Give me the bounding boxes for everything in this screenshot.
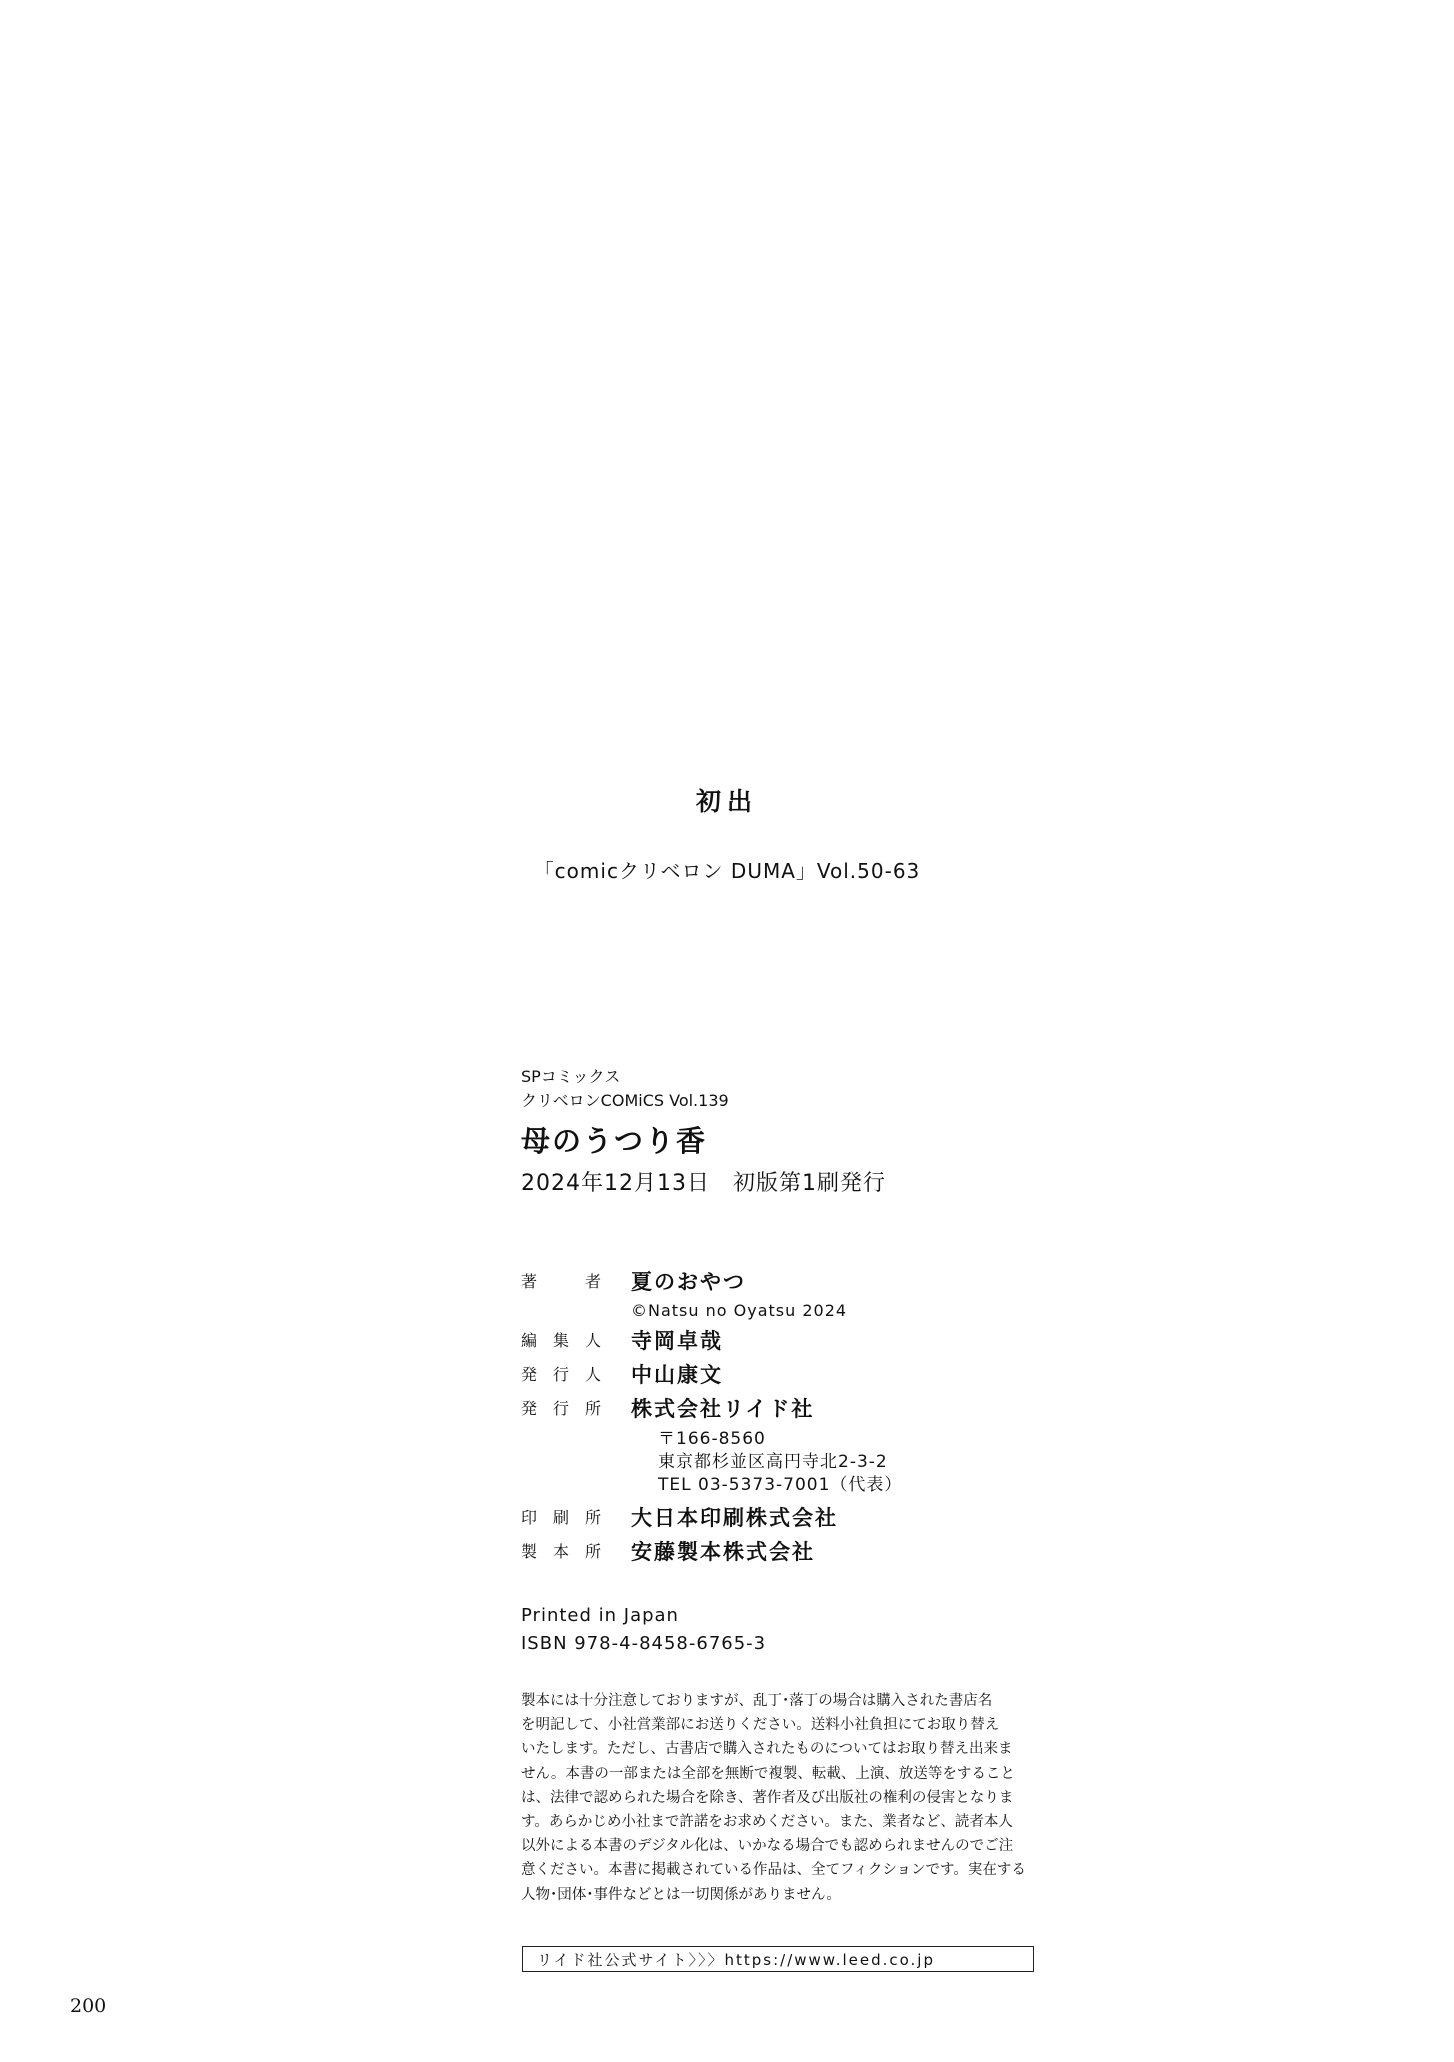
publication-date: 2024年12月13日 初版第1刷発行 <box>521 1171 886 1196</box>
address-street: 東京都杉並区高円寺北2-3-2 <box>658 1452 888 1472</box>
notice-line: 人物･団体･事件などとは一切関係がありません。 <box>521 1886 841 1903</box>
binder-name: 安藤製本株式会社 <box>631 1540 815 1564</box>
book-title: 母のうつり香 <box>521 1124 708 1158</box>
credit-label: 編 集 人 <box>521 1331 601 1350</box>
credit-label: 発 行 所 <box>521 1399 601 1418</box>
imprint-label: クリベロンCOMiCS Vol.139 <box>521 1091 729 1110</box>
printer-name: 大日本印刷株式会社 <box>631 1506 838 1530</box>
publisher-name: 株式会社リイド社 <box>631 1397 815 1421</box>
copyright-notice: ©Natsu no Oyatsu 2024 <box>631 1301 848 1320</box>
author-name: 夏のおやつ <box>631 1270 746 1294</box>
official-site-link[interactable]: リイド社公式サイト〉〉〉https://www.leed.co.jp <box>522 1946 1034 1972</box>
first-publication-heading: 初出 <box>695 787 758 816</box>
publisher-person-name: 中山康文 <box>631 1363 723 1387</box>
credit-label: 製 本 所 <box>521 1542 601 1561</box>
printed-in: Printed in Japan <box>521 1605 679 1626</box>
series-label: SPコミックス <box>521 1067 621 1086</box>
credit-label: 著 者 <box>521 1272 601 1291</box>
address-phone: TEL 03-5373-7001（代表） <box>658 1475 903 1495</box>
notice-line: 意ください。本書に掲載されている作品は、全てフィクションです。実在する <box>521 1862 1026 1879</box>
notice-line: は、法律で認められた場合を除き、著作者及び出版社の権利の侵害となりま <box>521 1789 1014 1806</box>
credit-label: 発 行 人 <box>521 1365 601 1384</box>
notice-line: を明記して、小社営業部にお送りください。送料小社負担にてお取り替え <box>521 1717 1000 1734</box>
notice-line: す。あらかじめ小社まで許諾をお求めください。また、業者など、読者本人 <box>521 1814 1013 1831</box>
notice-line: いたします。ただし、古書店で購入されたものについてはお取り替え出来ま <box>521 1741 1013 1758</box>
legal-notice <box>521 1689 1041 1907</box>
page-number: 200 <box>70 1995 107 2017</box>
notice-line: 製本には十分注意しておりますが、乱丁･落丁の場合は購入された書店名 <box>521 1693 993 1709</box>
editor-name: 寺岡卓哉 <box>631 1329 723 1353</box>
first-publication-source: 「comicクリベロン DUMA」Vol.50-63 <box>533 859 921 883</box>
address-postal: 〒166-8560 <box>658 1429 766 1449</box>
notice-line: せん。本書の一部または全部を無断で複製、転載、上演、放送等をすること <box>521 1765 1015 1782</box>
notice-line: 以外による本書のデジタル化は、いかなる場合でも認められませんのでご注 <box>521 1838 1014 1855</box>
isbn: ISBN 978-4-8458-6765-3 <box>521 1633 767 1654</box>
credit-label: 印 刷 所 <box>521 1508 601 1527</box>
